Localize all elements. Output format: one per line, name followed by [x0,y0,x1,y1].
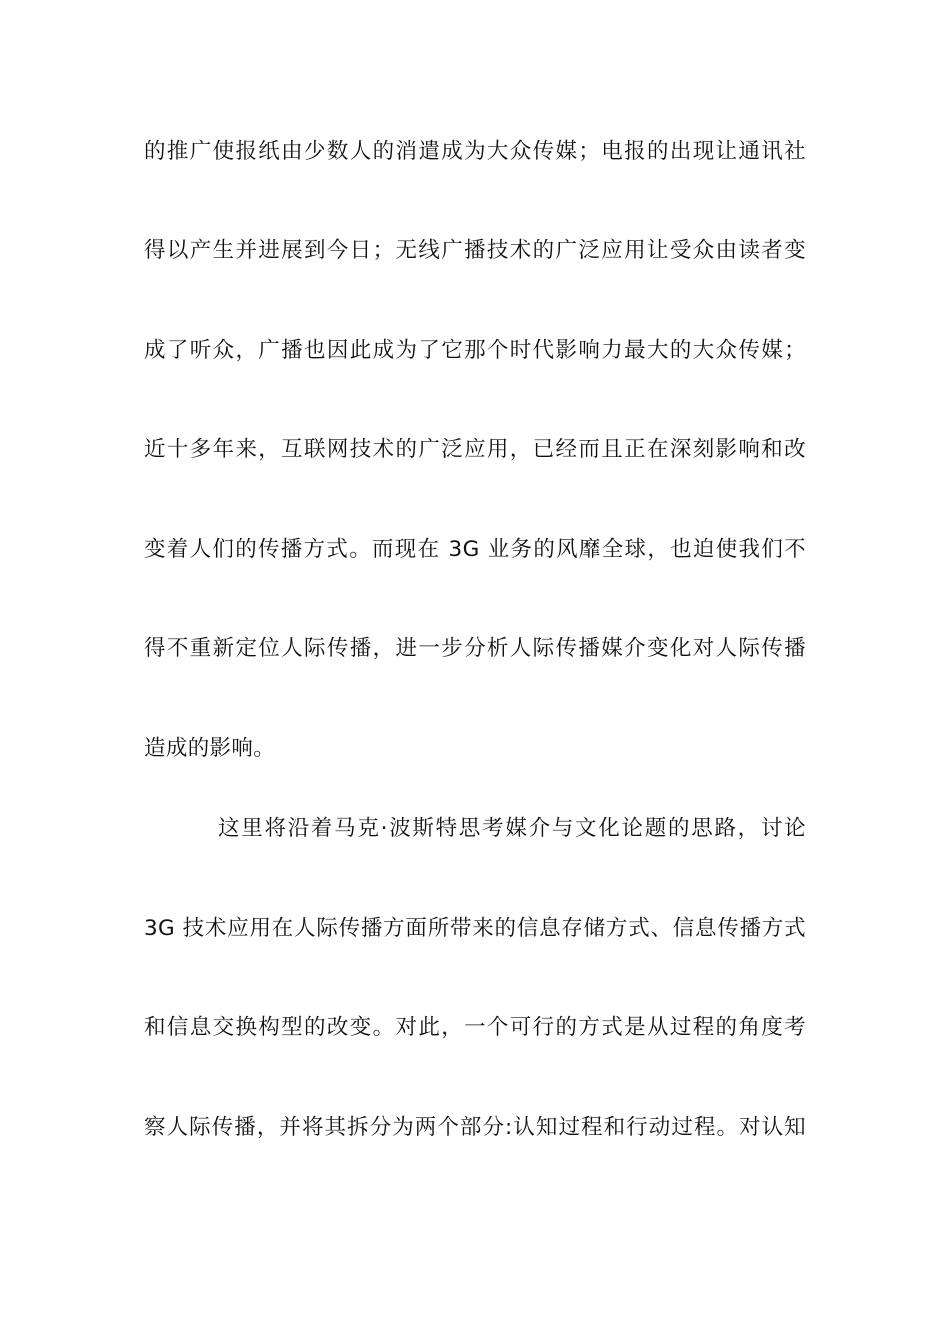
text-line-1: 的推广使报纸由少数人的消遣成为大众传媒；电报的出现让通讯社 [144,139,806,164]
text-line-7: 造成的影响。 [144,736,276,761]
text-line-11: 察人际传播，并将其拆分为两个部分:认知过程和行动过程。对认知 [144,1115,806,1140]
text-line-5: 变着人们的传播方式。而现在 3G 业务的风靡全球，也迫使我们不 [144,537,806,562]
text-line-2: 得以产生并进展到今日；无线广播技术的广泛应用让受众由读者变 [144,238,806,263]
text-line-8: 这里将沿着马克·波斯特思考媒介与文化论题的思路，讨论 [218,816,806,841]
text-line-10: 和信息交换构型的改变。对此，一个可行的方式是从过程的角度考 [144,1015,806,1040]
text-line-4: 近十多年来，互联网技术的广泛应用，已经而且正在深刻影响和改 [144,437,806,462]
text-line-6: 得不重新定位人际传播，进一步分析人际传播媒介变化对人际传播 [144,636,806,661]
text-line-3: 成了听众，广播也因此成为了它那个时代影响力最大的大众传媒； [144,338,806,363]
text-line-9: 3G 技术应用在人际传播方面所带来的信息存储方式、信息传播方式 [144,916,806,941]
